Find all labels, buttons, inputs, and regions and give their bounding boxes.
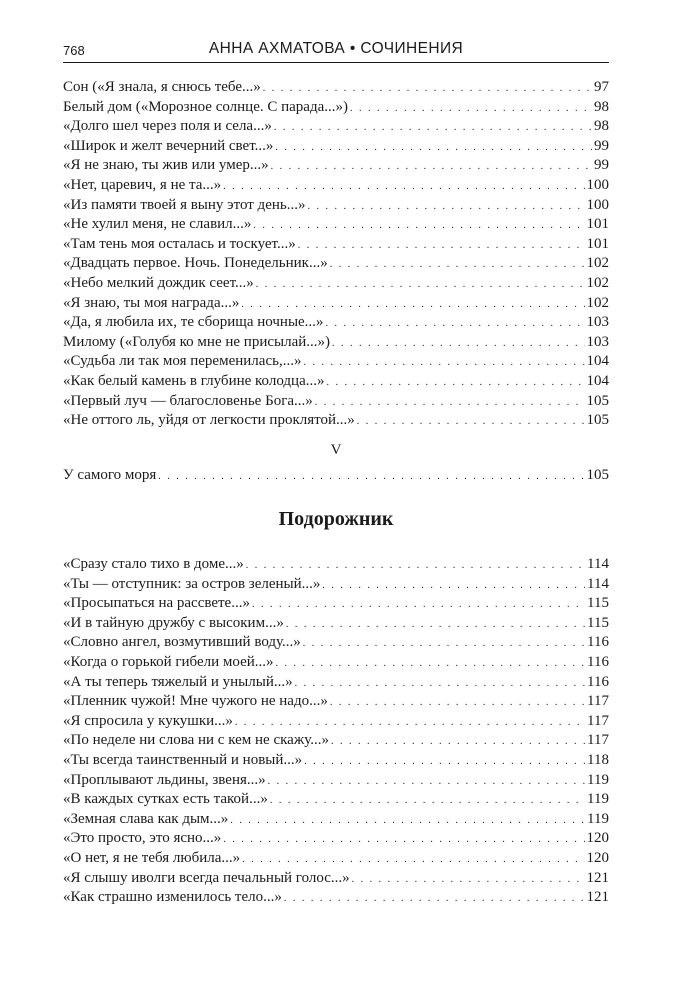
toc-entry[interactable] [63, 235, 609, 255]
entry-title: «Не хулил меня, не славил...» [63, 216, 252, 233]
entry-page-number: 105 [586, 412, 609, 429]
entry-page-number: 99 [594, 137, 609, 154]
entry-page-number: 119 [587, 810, 609, 827]
entry-title: «Широк и желт вечерний свет...» [63, 137, 274, 154]
dot-leader [256, 275, 585, 295]
entry-title: «Из памяти твоей я выну этот день...» [63, 196, 306, 213]
entry-page-number: 116 [587, 673, 609, 690]
dot-leader [274, 118, 592, 138]
entry-title: «И в тайную дружбу с высоким...» [63, 614, 284, 631]
toc-entry[interactable] [63, 869, 609, 889]
entry-title: «Пленник чужой! Мне чужого не надо...» [63, 693, 328, 710]
entry-title: «В каждых сутках есть такой...» [63, 791, 268, 808]
entry-page-number: 114 [587, 575, 609, 592]
running-title: АННА АХМАТОВА • СОЧИНЕНИЯ [208, 40, 464, 57]
entry-page-number: 116 [587, 653, 609, 670]
dot-leader [223, 177, 584, 197]
entry-page-number: 102 [586, 255, 609, 272]
entry-title: Сон («Я знала, я снюсь тебе...» [63, 79, 261, 95]
entry-title: «Земная слава как дым...» [63, 810, 229, 827]
dot-leader [295, 674, 585, 694]
entry-page-number: 102 [586, 274, 609, 291]
dot-leader [286, 615, 585, 635]
entry-title: «Там тень моя осталась и тоскует...» [63, 235, 296, 252]
entry-title: «Как белый камень в глубине колодца...» [63, 372, 325, 389]
toc-entry[interactable] [63, 215, 609, 235]
entry-page-number: 117 [587, 693, 609, 710]
entry-title: «Небо мелкий дождик сеет...» [63, 274, 254, 291]
entry-page-number: 101 [586, 216, 609, 233]
page-header [63, 40, 609, 63]
entry-page-number: 100 [586, 176, 609, 193]
toc-entry[interactable] [63, 555, 609, 575]
toc-section-iv [63, 78, 609, 431]
entry-title: «Ты всегда таинственный и новый...» [63, 751, 303, 768]
entry-title: «Двадцать первое. Ночь. Понедельник...» [63, 255, 328, 272]
entry-page-number: 118 [587, 751, 609, 768]
entry-title: «Проплывают льдины, звеня...» [63, 771, 266, 788]
dot-leader [304, 752, 585, 772]
toc-entry[interactable] [63, 771, 609, 791]
toc-entry[interactable] [63, 411, 609, 431]
dot-leader [357, 412, 585, 432]
entry-title: Милому («Голубя ко мне не присылай...») [63, 333, 330, 350]
toc-entry[interactable] [63, 313, 609, 333]
entry-page-number: 116 [587, 634, 609, 651]
toc-entry[interactable] [63, 176, 609, 196]
entry-page-number: 99 [594, 157, 609, 174]
entry-page-number: 115 [587, 595, 609, 612]
entry-page-number: 121 [586, 869, 609, 886]
entry-page-number: 117 [587, 712, 609, 729]
toc-entry[interactable] [63, 575, 609, 595]
dot-leader [276, 654, 586, 674]
toc-entry[interactable] [63, 117, 609, 137]
entry-page-number: 120 [586, 849, 609, 866]
entry-title: «Это просто, это ясно...» [63, 830, 222, 847]
dot-leader [270, 791, 585, 811]
dot-leader [326, 373, 584, 393]
dot-leader [332, 334, 585, 354]
dot-leader [322, 576, 585, 596]
dot-leader [315, 393, 585, 413]
entry-title: «Просыпаться на рассвете...» [63, 595, 250, 612]
entry-page-number: 117 [587, 732, 609, 749]
dot-leader [158, 467, 584, 487]
book-title: Подорожник [278, 508, 394, 530]
entry-title: «Да, я любила их, те сборища ночные...» [63, 314, 324, 331]
dot-leader [325, 314, 584, 334]
dot-leader [246, 556, 585, 576]
entry-title: «Ты — отступник: за остров зеленый...» [63, 575, 321, 592]
entry-page-number: 98 [594, 118, 609, 135]
toc-entry[interactable] [63, 731, 609, 751]
entry-title: «Словно ангел, возмутивший воду...» [63, 634, 301, 651]
entry-page-number: 120 [586, 830, 609, 847]
entry-page-number: 121 [586, 889, 609, 906]
toc-section-v [63, 466, 609, 486]
toc-entry[interactable] [63, 790, 609, 810]
toc-entry[interactable] [63, 673, 609, 693]
dot-leader [271, 157, 592, 177]
section-numeral: V [330, 442, 342, 458]
dot-leader [223, 830, 584, 850]
entry-title: «А ты теперь тяжелый и унылый...» [63, 673, 293, 690]
entry-page-number: 105 [586, 392, 609, 409]
dot-leader [350, 99, 592, 119]
toc-entry[interactable] [63, 392, 609, 412]
toc-podorozhnik [63, 555, 609, 908]
entry-title: Белый дом («Морозное солнце. С парада...») [63, 98, 348, 115]
entry-page-number: 103 [586, 333, 609, 350]
entry-title: «Я спросила у кукушки...» [63, 712, 233, 729]
entry-title: «Когда о горькой гибели моей...» [63, 653, 274, 670]
dot-leader [268, 772, 585, 792]
toc-entry[interactable] [63, 274, 609, 294]
entry-title: «Долго шел через поля и села...» [63, 118, 272, 135]
entry-title: «Сразу стало тихо в доме...» [63, 556, 244, 572]
toc-entry[interactable] [63, 810, 609, 830]
dot-leader [303, 353, 584, 373]
entry-page-number: 98 [594, 98, 609, 115]
toc-entry[interactable] [63, 466, 609, 486]
toc-entry[interactable] [63, 352, 609, 372]
toc-entry[interactable] [63, 692, 609, 712]
toc-entry[interactable] [63, 98, 609, 118]
toc-entry[interactable] [63, 137, 609, 157]
entry-page-number: 105 [586, 467, 609, 483]
entry-page-number: 97 [594, 79, 609, 95]
dot-leader [307, 197, 584, 217]
dot-leader [230, 811, 585, 831]
dot-leader [352, 870, 585, 890]
entry-title: «Судьба ли так моя переменилась,...» [63, 353, 302, 370]
toc-entry[interactable] [63, 653, 609, 673]
page-number: 768 [63, 43, 85, 58]
dot-leader [298, 236, 585, 256]
toc-entry[interactable] [63, 888, 609, 908]
dot-leader [252, 595, 585, 615]
entry-title: «Я знаю, ты моя награда...» [63, 294, 240, 311]
toc-entry[interactable] [63, 633, 609, 653]
entry-title: «Не оттого ль, уйдя от легкости проклятой...» [63, 412, 355, 429]
entry-page-number: 104 [586, 353, 609, 370]
dot-leader [303, 634, 585, 654]
entry-page-number: 115 [587, 614, 609, 631]
entry-page-number: 102 [586, 294, 609, 311]
entry-page-number: 114 [587, 556, 609, 572]
toc-entry[interactable] [63, 254, 609, 274]
entry-title: «Я не знаю, ты жив или умер...» [63, 157, 269, 174]
toc-entry[interactable] [63, 829, 609, 849]
dot-leader [275, 138, 592, 158]
entry-title: «Нет, царевич, я не та...» [63, 176, 222, 193]
entry-title: «Я слышу иволги всегда печальный голос...» [63, 869, 350, 886]
entry-page-number: 104 [586, 372, 609, 389]
toc-entry[interactable] [63, 156, 609, 176]
dot-leader [284, 889, 585, 909]
entry-page-number: 119 [587, 791, 609, 808]
entry-page-number: 119 [587, 771, 609, 788]
dot-leader [242, 850, 584, 870]
dot-leader [253, 216, 584, 236]
toc-entry[interactable] [63, 78, 609, 98]
entry-page-number: 100 [586, 196, 609, 213]
toc-entry[interactable] [63, 751, 609, 771]
dot-leader [241, 295, 584, 315]
toc-entry[interactable] [63, 594, 609, 614]
entry-page-number: 103 [586, 314, 609, 331]
toc-entry[interactable] [63, 614, 609, 634]
entry-page-number: 101 [586, 235, 609, 252]
dot-leader [330, 693, 585, 713]
toc-entry[interactable] [63, 294, 609, 314]
toc-entry[interactable] [63, 196, 609, 216]
dot-leader [330, 255, 585, 275]
toc-entry[interactable] [63, 712, 609, 732]
entry-title: У самого моря [63, 467, 157, 483]
toc-entry[interactable] [63, 849, 609, 869]
toc-entry[interactable] [63, 372, 609, 392]
dot-leader [263, 79, 592, 99]
entry-title: «По неделе ни слова ни с кем не скажу...» [63, 732, 329, 749]
dot-leader [235, 713, 585, 733]
toc-entry[interactable] [63, 333, 609, 353]
dot-leader [331, 732, 585, 752]
entry-title: «Как страшно изменилось тело...» [63, 889, 282, 906]
entry-title: «Первый луч — благословенье Бога...» [63, 392, 313, 409]
entry-title: «О нет, я не тебя любила...» [63, 849, 241, 866]
